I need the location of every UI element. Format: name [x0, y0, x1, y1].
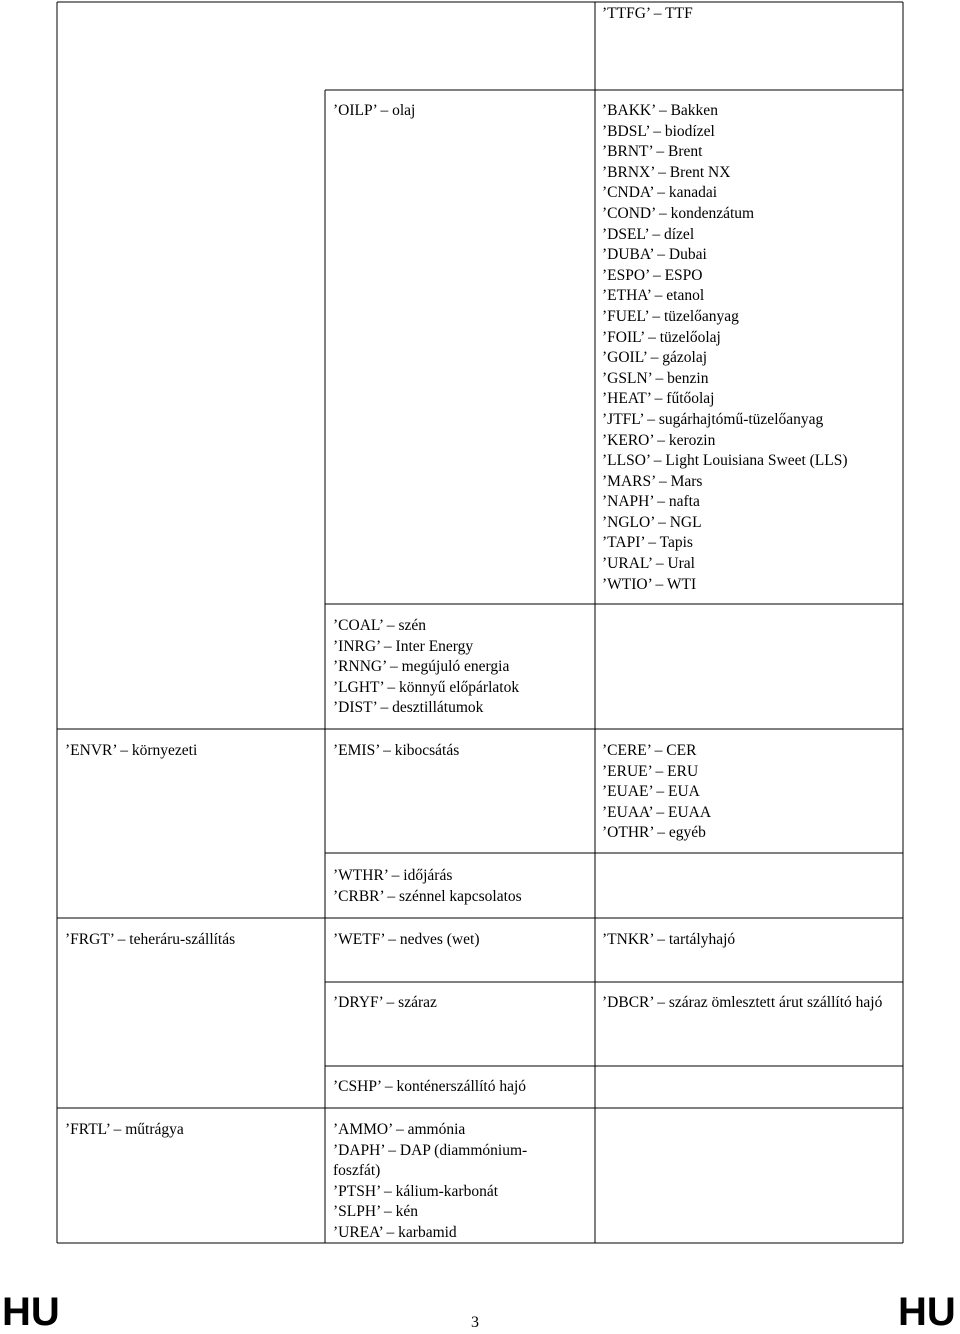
footer-language-label-left: HU — [2, 1290, 60, 1334]
code-entry: ’ETHA’ – etanol — [602, 287, 705, 305]
code-entry: ’SLPH’ – kén — [333, 1203, 418, 1221]
cell-frtl-col2 — [333, 1120, 569, 1244]
code-entry: ’DAPH’ – DAP (diammónium-foszfát) — [333, 1141, 528, 1180]
code-entry: ’FRGT’ – teheráru-szállítás — [65, 931, 236, 948]
cell-frtl-col1 — [65, 1120, 184, 1141]
code-entry: ’LGHT’ – könnyű előpárlatok — [333, 678, 520, 696]
code-entry: ’COND’ – kondenzátum — [602, 204, 755, 222]
code-entry: ’TTFG’ – TTF — [602, 5, 693, 22]
cell-ttfg-col3 — [602, 4, 693, 25]
cell-cshp-col2 — [333, 1077, 526, 1098]
cell-dryf-col3 — [602, 993, 900, 1014]
code-entry: ’EUAE’ – EUA — [602, 783, 700, 801]
code-entry: ’GOIL’ – gázolaj — [602, 349, 708, 367]
code-entry: ’URAL’ – Ural — [602, 555, 695, 573]
code-entry: ’DSEL’ – dízel — [602, 225, 695, 243]
cell-dryf-col2 — [333, 993, 437, 1014]
code-entry: ’CNDA’ – kanadai — [602, 184, 718, 202]
code-entry: ’OILP’ – olaj — [333, 102, 416, 119]
code-entry: ’DBCR’ – száraz ömlesztett árut szállító hajó — [602, 994, 883, 1011]
cell-coal-col2 — [333, 616, 519, 719]
code-entry: ’RNNG’ – megújuló energia — [333, 658, 510, 676]
code-entry: ’OTHR’ – egyéb — [602, 824, 706, 842]
code-entry: ’NGLO’ – NGL — [602, 513, 702, 531]
code-entry: ’BAKK’ – Bakken — [602, 102, 718, 119]
code-entry: ’DUBA’ – Dubai — [602, 246, 707, 264]
code-entry: ’BRNT’ – Brent — [602, 143, 703, 161]
code-entry: ’TNKR’ – tartályhajó — [602, 931, 736, 948]
cell-envr-col2 — [333, 741, 459, 762]
code-entry: ’FOIL’ – tüzelőolaj — [602, 328, 721, 346]
code-entry: ’TAPI’ – Tapis — [602, 534, 693, 552]
code-entry: ’ENVR’ – környezeti — [65, 742, 198, 759]
code-entry: ’AMMO’ – ammónia — [333, 1121, 466, 1138]
cell-oilp-col2 — [333, 101, 415, 122]
code-entry: ’MARS’ – Mars — [602, 472, 703, 490]
code-entry: ’LLSO’ – Light Louisiana Sweet (LLS) — [602, 452, 848, 470]
code-entry: ’CERE’ – CER — [602, 742, 697, 759]
code-entry: ’INRG’ – Inter Energy — [333, 637, 474, 655]
code-entry: ’FUEL’ – tüzelőanyag — [602, 307, 739, 325]
code-entry: ’ERUE’ – ERU — [602, 762, 699, 780]
code-entry: ’BDSL’ – biodízel — [602, 122, 715, 140]
code-entry: ’KERO’ – kerozin — [602, 431, 716, 449]
code-entry: ’EUAA’ – EUAA — [602, 803, 712, 821]
cell-envr-col1 — [65, 741, 197, 762]
page-number: 3 — [471, 1314, 479, 1331]
code-entry: ’UREA’ – karbamid — [333, 1223, 457, 1241]
code-entry: ’GSLN’ – benzin — [602, 369, 709, 387]
cell-wthr-col2 — [333, 866, 522, 907]
code-entry: ’JTFL’ – sugárhajtómű-tüzelőanyag — [602, 410, 824, 428]
code-entry: ’EMIS’ – kibocsátás — [333, 742, 460, 759]
code-entry: ’FRTL’ – műtrágya — [65, 1121, 184, 1138]
code-entry: ’COAL’ – szén — [333, 617, 426, 634]
code-entry: ’ESPO’ – ESPO — [602, 266, 703, 284]
code-entry: ’BRNX’ – Brent NX — [602, 163, 731, 181]
cell-envr-col3 — [602, 741, 711, 844]
code-entry: ’WTIO’ – WTI — [602, 575, 697, 593]
code-entry: ’CSHP’ – konténerszállító hajó — [333, 1078, 527, 1095]
code-entry: ’HEAT’ – fűtőolaj — [602, 390, 715, 408]
code-entry: ’WTHR’ – időjárás — [333, 867, 453, 884]
cell-frgt-col2 — [333, 930, 479, 951]
code-entry: ’DRYF’ – száraz — [333, 994, 437, 1011]
cell-frgt-col1 — [65, 930, 235, 951]
code-entry: ’PTSH’ – kálium-karbonát — [333, 1182, 499, 1200]
code-entry: ’NAPH’ – nafta — [602, 493, 700, 511]
code-entry: ’CRBR’ – szénnel kapcsolatos — [333, 887, 522, 905]
cell-oilp-col3 — [602, 101, 848, 595]
code-entry: ’DIST’ – desztillátumok — [333, 699, 484, 717]
code-entry: ’WETF’ – nedves (wet) — [333, 931, 480, 948]
cell-frgt-col3 — [602, 930, 735, 951]
footer-language-label-right: HU — [898, 1290, 956, 1334]
